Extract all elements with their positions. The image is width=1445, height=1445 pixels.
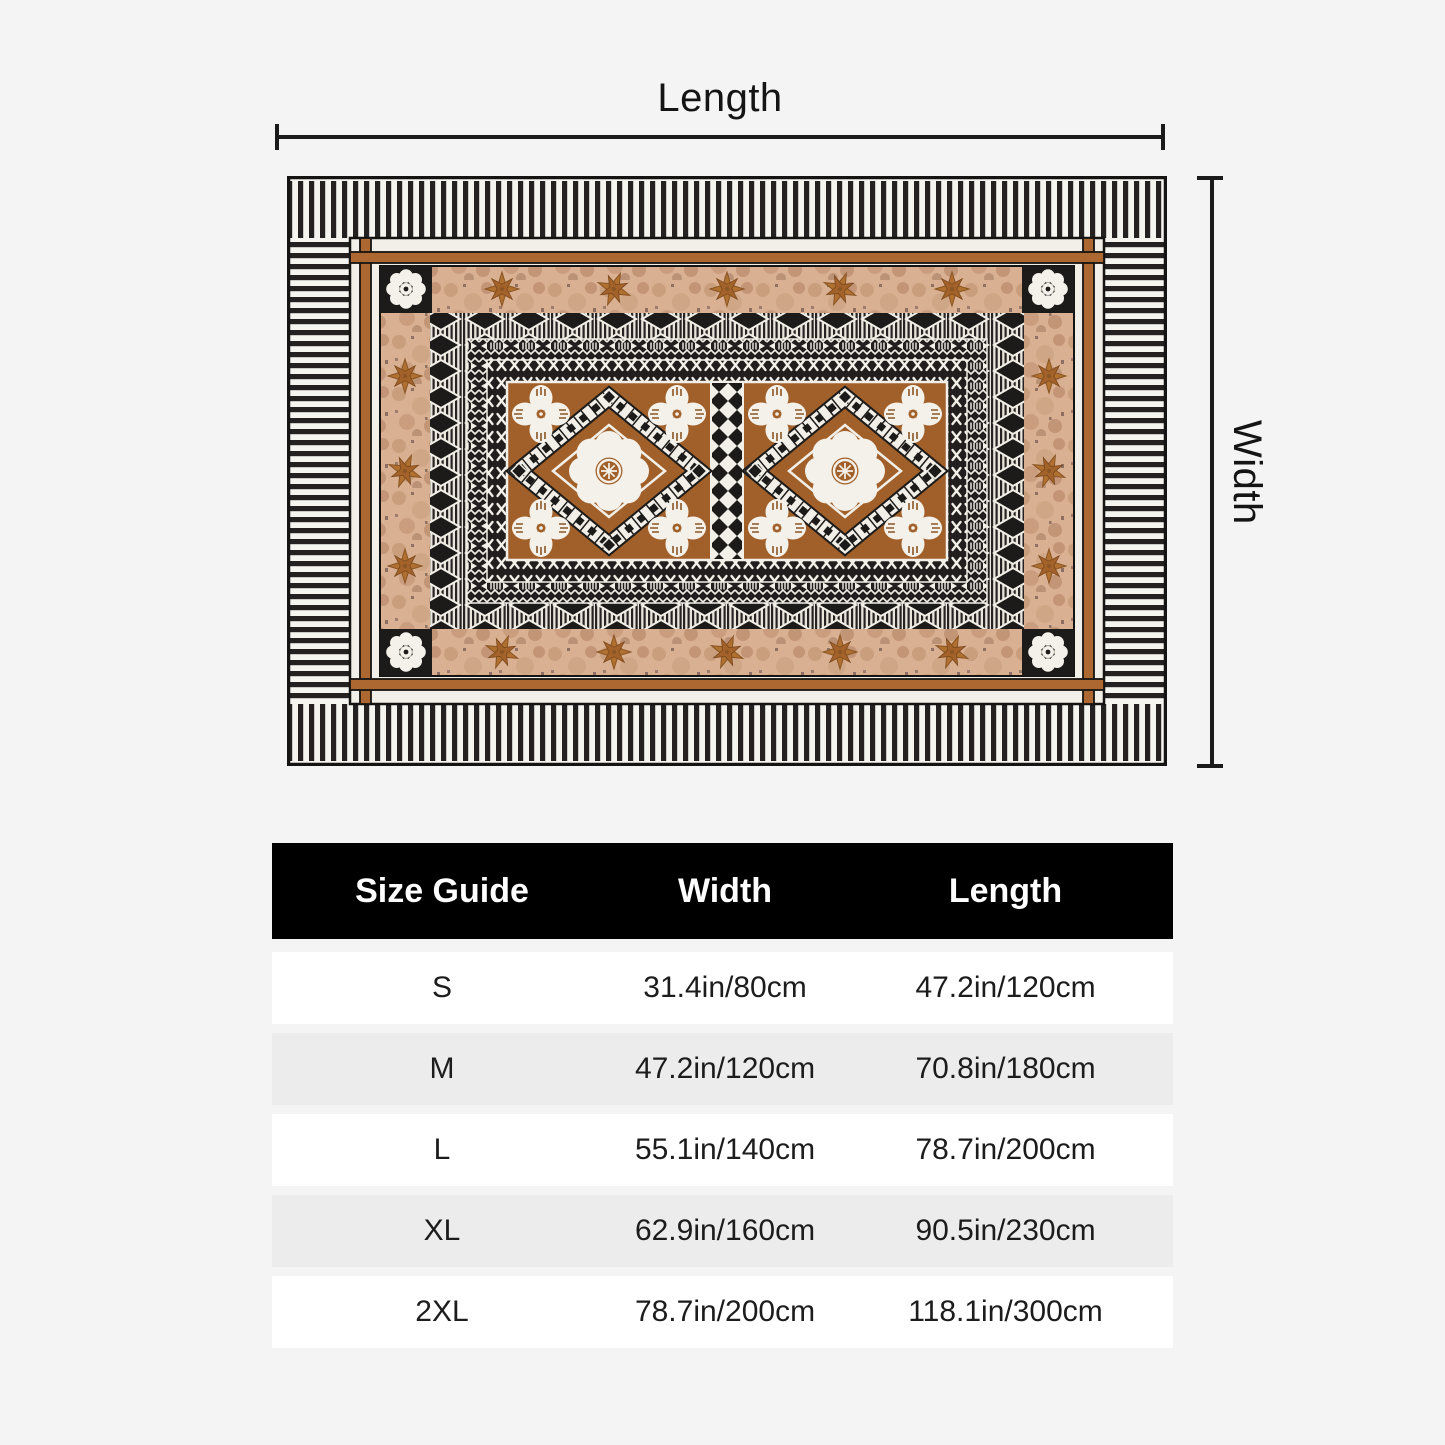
size-cell: S <box>431 971 452 1004</box>
width-cell: 55.1in/140cm <box>634 1133 816 1166</box>
width-cell: 62.9in/160cm <box>634 1214 816 1247</box>
corner-flower-icon <box>1028 632 1068 672</box>
table-row-xl <box>272 1195 1173 1267</box>
length-cell: 90.5in/230cm <box>915 1214 1096 1247</box>
size-cell: XL <box>423 1214 461 1247</box>
header-size-guide: Size Guide <box>355 871 529 910</box>
table-row-2xl <box>272 1276 1173 1348</box>
length-cell: 70.8in/180cm <box>915 1052 1096 1085</box>
size-cell: M <box>429 1052 455 1085</box>
corner-flower-icon <box>386 632 426 672</box>
length-dimension-label: Length <box>657 76 783 120</box>
width-cell: 31.4in/80cm <box>643 971 807 1004</box>
rug-center-field <box>507 382 947 560</box>
size-table-header <box>272 843 1173 939</box>
width-dimension-label: Width <box>1225 419 1269 525</box>
header-width: Width <box>677 871 773 910</box>
length-dimension-cap-right <box>1161 124 1165 150</box>
rug-illustration <box>287 176 1167 766</box>
size-cell: 2XL <box>415 1295 469 1328</box>
width-cell: 78.7in/200cm <box>634 1295 816 1328</box>
size-guide-table <box>272 843 1173 1348</box>
table-row-m <box>272 1033 1173 1105</box>
triangle-checker-column <box>711 382 743 560</box>
rug-product-image <box>287 176 1167 766</box>
corner-flower-icon <box>386 269 426 309</box>
size-table-body <box>272 939 1173 1348</box>
size-cell: L <box>433 1133 451 1166</box>
length-cell: 78.7in/200cm <box>915 1133 1096 1166</box>
width-dimension-line <box>1210 176 1214 768</box>
table-row-l <box>272 1114 1173 1186</box>
width-dimension-cap-bottom <box>1197 764 1223 768</box>
width-cell: 47.2in/120cm <box>634 1052 816 1085</box>
length-dimension-line <box>275 135 1165 139</box>
header-length: Length <box>948 871 1063 910</box>
width-dimension-cap-top <box>1197 176 1223 180</box>
table-row-s <box>272 952 1173 1024</box>
length-cell: 47.2in/120cm <box>915 971 1096 1004</box>
corner-flower-icon <box>1028 269 1068 309</box>
length-dimension-cap-left <box>275 124 279 150</box>
length-cell: 118.1in/300cm <box>908 1295 1103 1328</box>
